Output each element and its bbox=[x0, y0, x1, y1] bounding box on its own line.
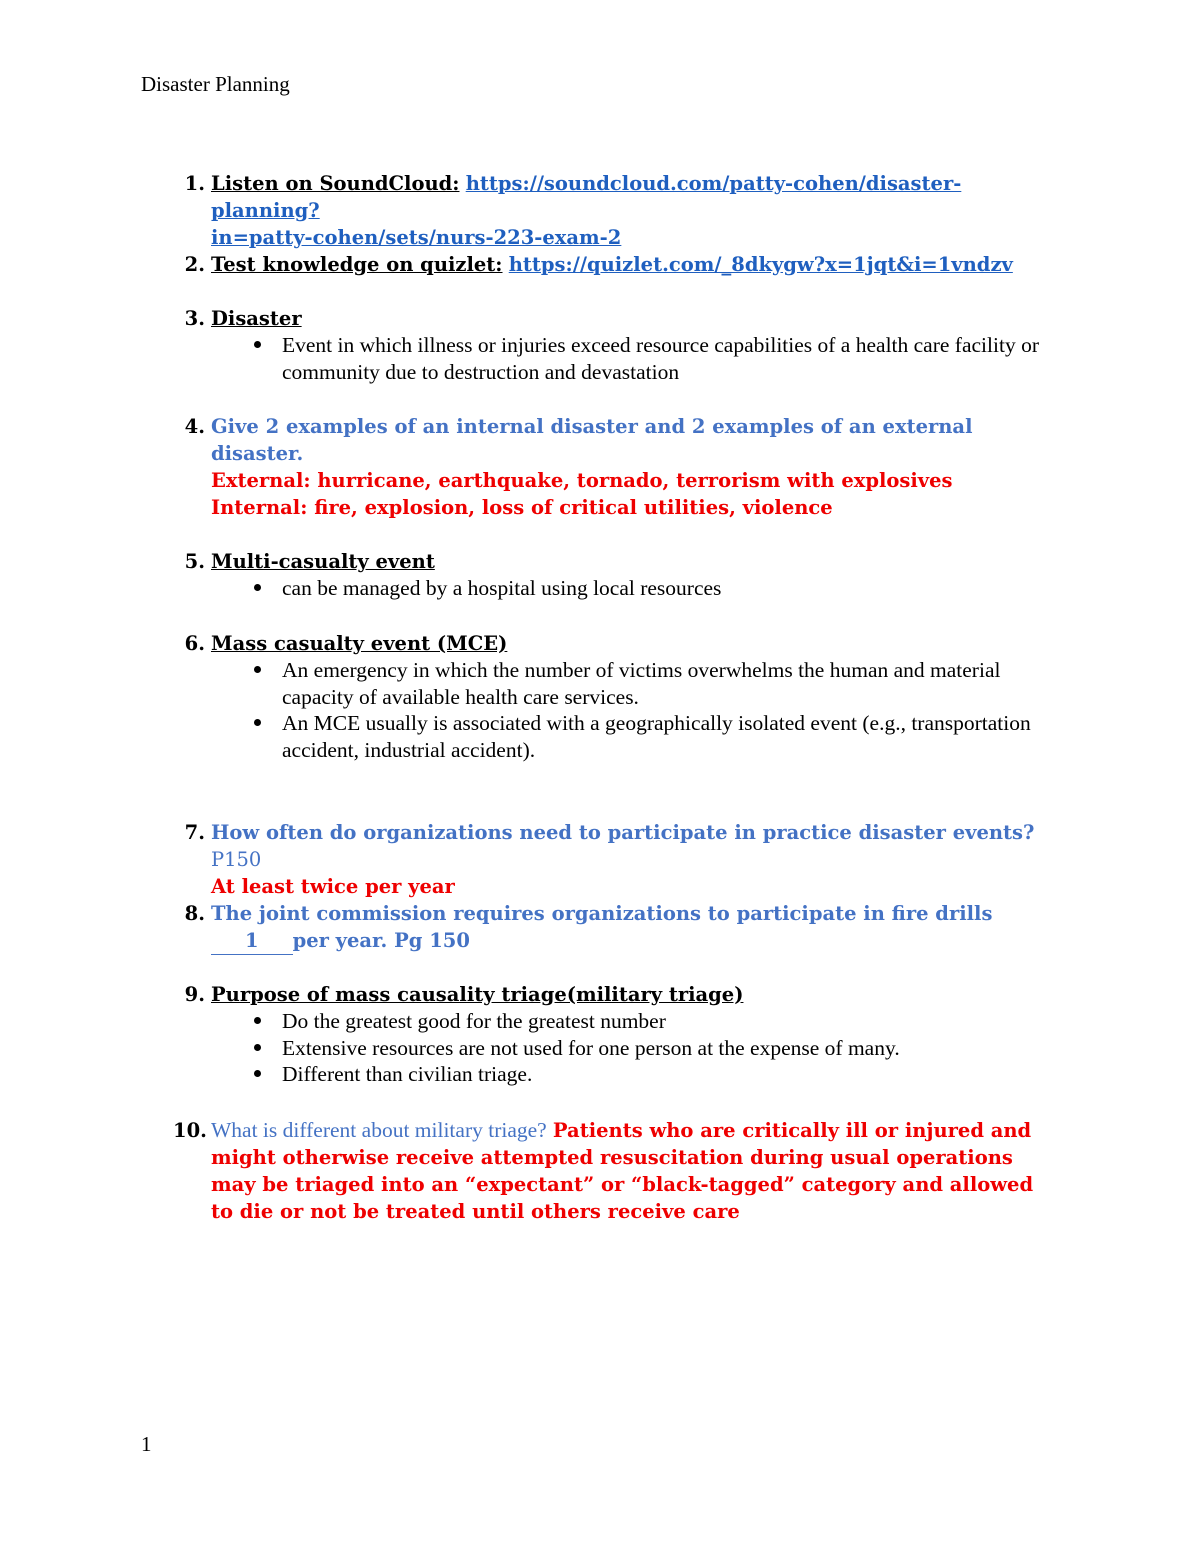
soundcloud-link-continued[interactable]: in=patty-cohen/sets/nurs-223-exam-2 bbox=[211, 226, 622, 249]
fill-in-blank bbox=[211, 927, 293, 955]
question-text: The joint commission requires organizations to participate in fire drills bbox=[211, 902, 993, 925]
list-item-3 bbox=[184, 305, 1061, 385]
bullet-item: Extensive resources are not used for one person at the expense of many. bbox=[211, 1035, 1061, 1062]
bullet-list bbox=[211, 332, 1061, 385]
bullet-list bbox=[211, 1008, 1061, 1088]
question-text: What is different about military triage? bbox=[211, 1118, 547, 1142]
item-number: 7. bbox=[184, 821, 205, 844]
list-item-2 bbox=[184, 251, 1061, 278]
bullet-item: Do the greatest good for the greatest number bbox=[211, 1008, 1061, 1035]
blank-answer: 1 bbox=[245, 929, 259, 952]
list-item-10 bbox=[173, 1117, 1061, 1225]
question-text: How often do organizations need to participate in practice disaster events? bbox=[211, 821, 1035, 844]
item-number: 10. bbox=[173, 1119, 207, 1142]
soundcloud-link[interactable]: https://soundcloud.com/patty-cohen/disaster-planning? bbox=[211, 172, 962, 222]
list-item-7 bbox=[184, 819, 1061, 900]
item-number: 5. bbox=[184, 550, 205, 573]
bullet-item: Different than civilian triage. bbox=[211, 1061, 1061, 1088]
answer-internal: Internal: fire, explosion, loss of critical utilities, violence bbox=[211, 496, 833, 519]
quizlet-link[interactable]: https://quizlet.com/_8dkygw?x=1jqt&i=1vndzv bbox=[508, 253, 1013, 276]
page-header: Disaster Planning bbox=[141, 72, 290, 96]
list-item-8 bbox=[184, 900, 1061, 955]
question-text-end: per year. Pg 150 bbox=[292, 929, 470, 952]
page-reference: P150 bbox=[211, 848, 262, 871]
list-item-1 bbox=[184, 170, 1061, 251]
item-label: Mass casualty event (MCE) bbox=[211, 632, 508, 655]
item-number: 9. bbox=[184, 983, 205, 1006]
item-number: 8. bbox=[184, 902, 205, 925]
answer-text: At least twice per year bbox=[211, 875, 455, 898]
bullet-list bbox=[211, 575, 1061, 602]
list-item-6 bbox=[184, 630, 1061, 763]
item-label: Multi-casualty event bbox=[211, 550, 435, 573]
item-number: 6. bbox=[184, 632, 205, 655]
bullet-item: can be managed by a hospital using local resources bbox=[211, 575, 1061, 602]
list-item-5 bbox=[184, 548, 1061, 602]
page-number: 1 bbox=[141, 1432, 152, 1456]
item-number: 2. bbox=[184, 253, 205, 276]
bullet-item: An MCE usually is associated with a geographically isolated event (e.g., transportation accident, industrial accident). bbox=[211, 710, 1061, 763]
list-item-4 bbox=[184, 413, 1061, 521]
item-label: Listen on SoundCloud: bbox=[211, 172, 460, 195]
item-label: Disaster bbox=[211, 307, 302, 330]
item-label: Purpose of mass causality triage(military triage) bbox=[211, 983, 744, 1006]
list-item-9 bbox=[184, 981, 1061, 1088]
item-label: Test knowledge on quizlet: bbox=[211, 253, 503, 276]
item-number: 3. bbox=[184, 307, 205, 330]
answer-external: External: hurricane, earthquake, tornado, terrorism with explosives bbox=[211, 469, 953, 492]
bullet-item: Event in which illness or injuries exceed resource capabilities of a health care facility or community due to destruction and devastation bbox=[211, 332, 1061, 385]
bullet-list bbox=[211, 657, 1061, 763]
bullet-item: An emergency in which the number of victims overwhelms the human and material capacity of available health care services. bbox=[211, 657, 1061, 710]
item-number: 4. bbox=[184, 415, 205, 438]
answer-text: Patients who are critically ill or injured and might otherwise receive attempted resuscitation during usual operations may be triaged into an “expectant” or “black-tagged” category and allowed to die or not be treated until others receive care bbox=[211, 1119, 1034, 1223]
question-text: Give 2 examples of an internal disaster and 2 examples of an external disaster. bbox=[211, 415, 973, 465]
item-number: 1. bbox=[184, 172, 205, 195]
